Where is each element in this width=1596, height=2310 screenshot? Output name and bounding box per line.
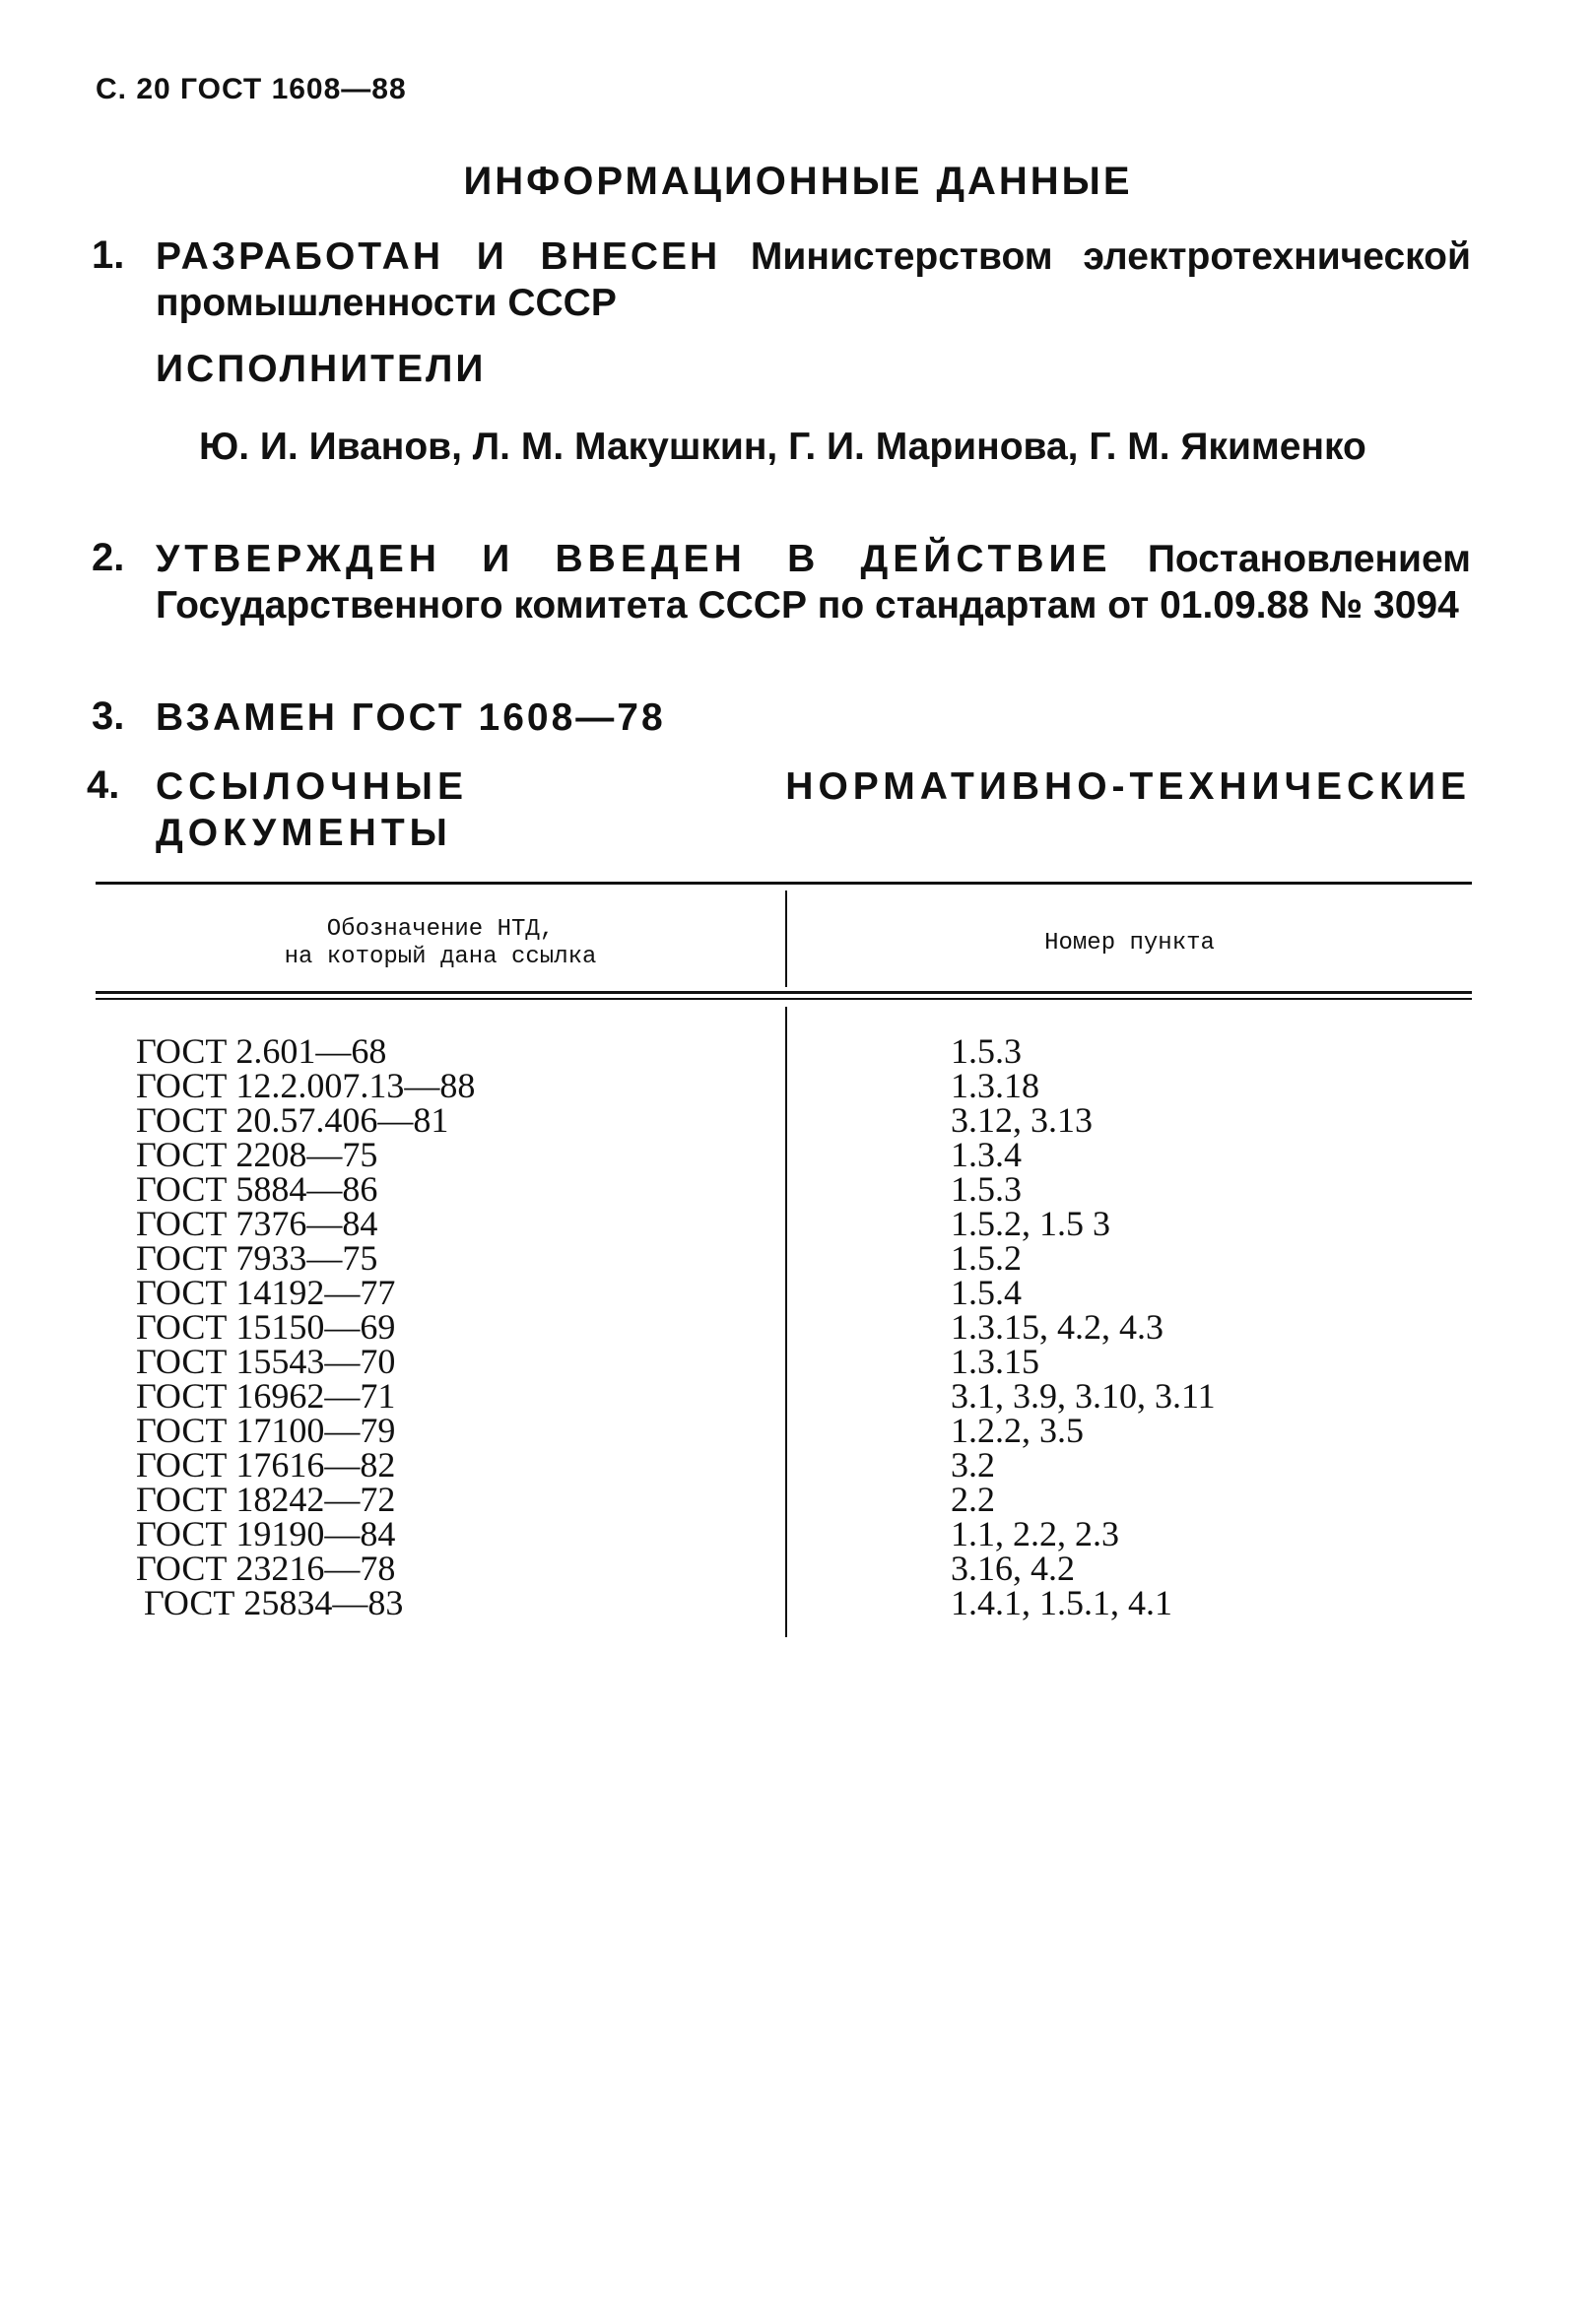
table-column-clause <box>951 1031 1463 1622</box>
section-caps: ССЫЛОЧНЫЕ НОРМАТИВНО-ТЕХНИЧЕСКИЕ ДОКУМЕНТЫ <box>156 765 1471 854</box>
section-text: Постановлением Государственного комитета СССР по стандартам от 01.09.88 № 3094 <box>156 538 1471 627</box>
table-cell-items: 1.3.4 <box>951 1135 1022 1174</box>
table-cell-doc: ГОСТ 7376—84 <box>136 1204 378 1243</box>
section-number: 4. <box>87 763 120 807</box>
header-line: Обозначение НТД, <box>326 916 555 943</box>
table-cell-doc: ГОСТ 15543—70 <box>136 1342 396 1381</box>
table-column-designation <box>136 1031 766 1622</box>
table-cell-doc: ГОСТ 17100—79 <box>136 1411 396 1450</box>
section-caps: ВЗАМЕН ГОСТ 1608—78 <box>156 696 666 739</box>
table-body-divider <box>785 1007 787 1637</box>
table-cell-items: 1.3.15, 4.2, 4.3 <box>951 1307 1164 1347</box>
section-body <box>156 694 1471 741</box>
header-line: на который дана ссылка <box>284 944 597 970</box>
table-header-rule <box>96 991 1472 994</box>
table-cell-items: 2.2 <box>951 1480 995 1519</box>
table-cell-items: 3.1, 3.9, 3.10, 3.11 <box>951 1376 1216 1416</box>
section-body <box>156 763 1471 856</box>
table-cell-items: 1.5.3 <box>951 1031 1022 1071</box>
table-cell-doc: ГОСТ 18242—72 <box>136 1480 396 1519</box>
table-cell-items: 1.5.4 <box>951 1273 1022 1312</box>
section-text: Министерством электротехнической промышленности СССР <box>156 235 1471 324</box>
table-cell-doc: ГОСТ 17616—82 <box>136 1445 396 1485</box>
table-cell-items: 3.2 <box>951 1445 995 1485</box>
executors-names: Ю. И. Иванов, Л. М. Макушкин, Г. И. Маринова, Г. М. Якименко <box>199 426 1366 468</box>
executors-heading: ИСПОЛНИТЕЛИ <box>156 348 487 390</box>
section-body <box>156 536 1471 628</box>
table-cell-doc: ГОСТ 7933—75 <box>136 1238 378 1278</box>
table-cell-items: 3.16, 4.2 <box>951 1549 1075 1588</box>
section-number: 3. <box>92 694 125 738</box>
table-cell-doc: ГОСТ 15150—69 <box>136 1307 396 1347</box>
table-header-designation <box>96 916 785 971</box>
document-title: ИНФОРМАЦИОННЫЕ ДАННЫЕ <box>463 160 1133 203</box>
table-cell-doc: ГОСТ 16962—71 <box>136 1376 396 1416</box>
table-cell-doc: ГОСТ 19190—84 <box>136 1514 396 1553</box>
table-cell-items: 1.3.18 <box>951 1066 1039 1105</box>
table-cell-items: 1.2.2, 3.5 <box>951 1411 1084 1450</box>
section-number: 2. <box>92 536 125 579</box>
section-caps: УТВЕРЖДЕН И ВВЕДЕН В ДЕЙСТВИЕ <box>156 538 1112 580</box>
table-cell-doc: ГОСТ 2.601—68 <box>136 1031 387 1071</box>
page-header: С. 20 ГОСТ 1608—88 <box>96 73 407 105</box>
table-cell-items: 1.5.3 <box>951 1169 1022 1209</box>
table-cell-doc: ГОСТ 20.57.406—81 <box>136 1100 449 1140</box>
section-body <box>156 233 1471 326</box>
table-header-clause: Номер пункта <box>1044 930 1215 957</box>
table-cell-doc: ГОСТ 5884—86 <box>136 1169 378 1209</box>
table-cell-items: 1.4.1, 1.5.1, 4.1 <box>951 1583 1172 1622</box>
table-top-rule <box>96 882 1472 885</box>
table-cell-items: 1.5.2, 1.5 3 <box>951 1204 1110 1243</box>
table-cell-items: 3.12, 3.13 <box>951 1100 1093 1140</box>
table-cell-doc: ГОСТ 14192—77 <box>136 1273 396 1312</box>
table-cell-items: 1.1, 2.2, 2.3 <box>951 1514 1119 1553</box>
table-header-rule <box>96 998 1472 1000</box>
table-cell-items: 1.3.15 <box>951 1342 1039 1381</box>
table-cell-doc: ГОСТ 25834—83 <box>144 1583 404 1622</box>
table-cell-items: 1.5.2 <box>951 1238 1022 1278</box>
section-caps: РАЗРАБОТАН И ВНЕСЕН <box>156 235 721 278</box>
section-number: 1. <box>92 233 125 277</box>
table-cell-doc: ГОСТ 23216—78 <box>136 1549 396 1588</box>
table-cell-doc: ГОСТ 2208—75 <box>136 1135 378 1174</box>
table-cell-doc: ГОСТ 12.2.007.13—88 <box>136 1066 476 1105</box>
